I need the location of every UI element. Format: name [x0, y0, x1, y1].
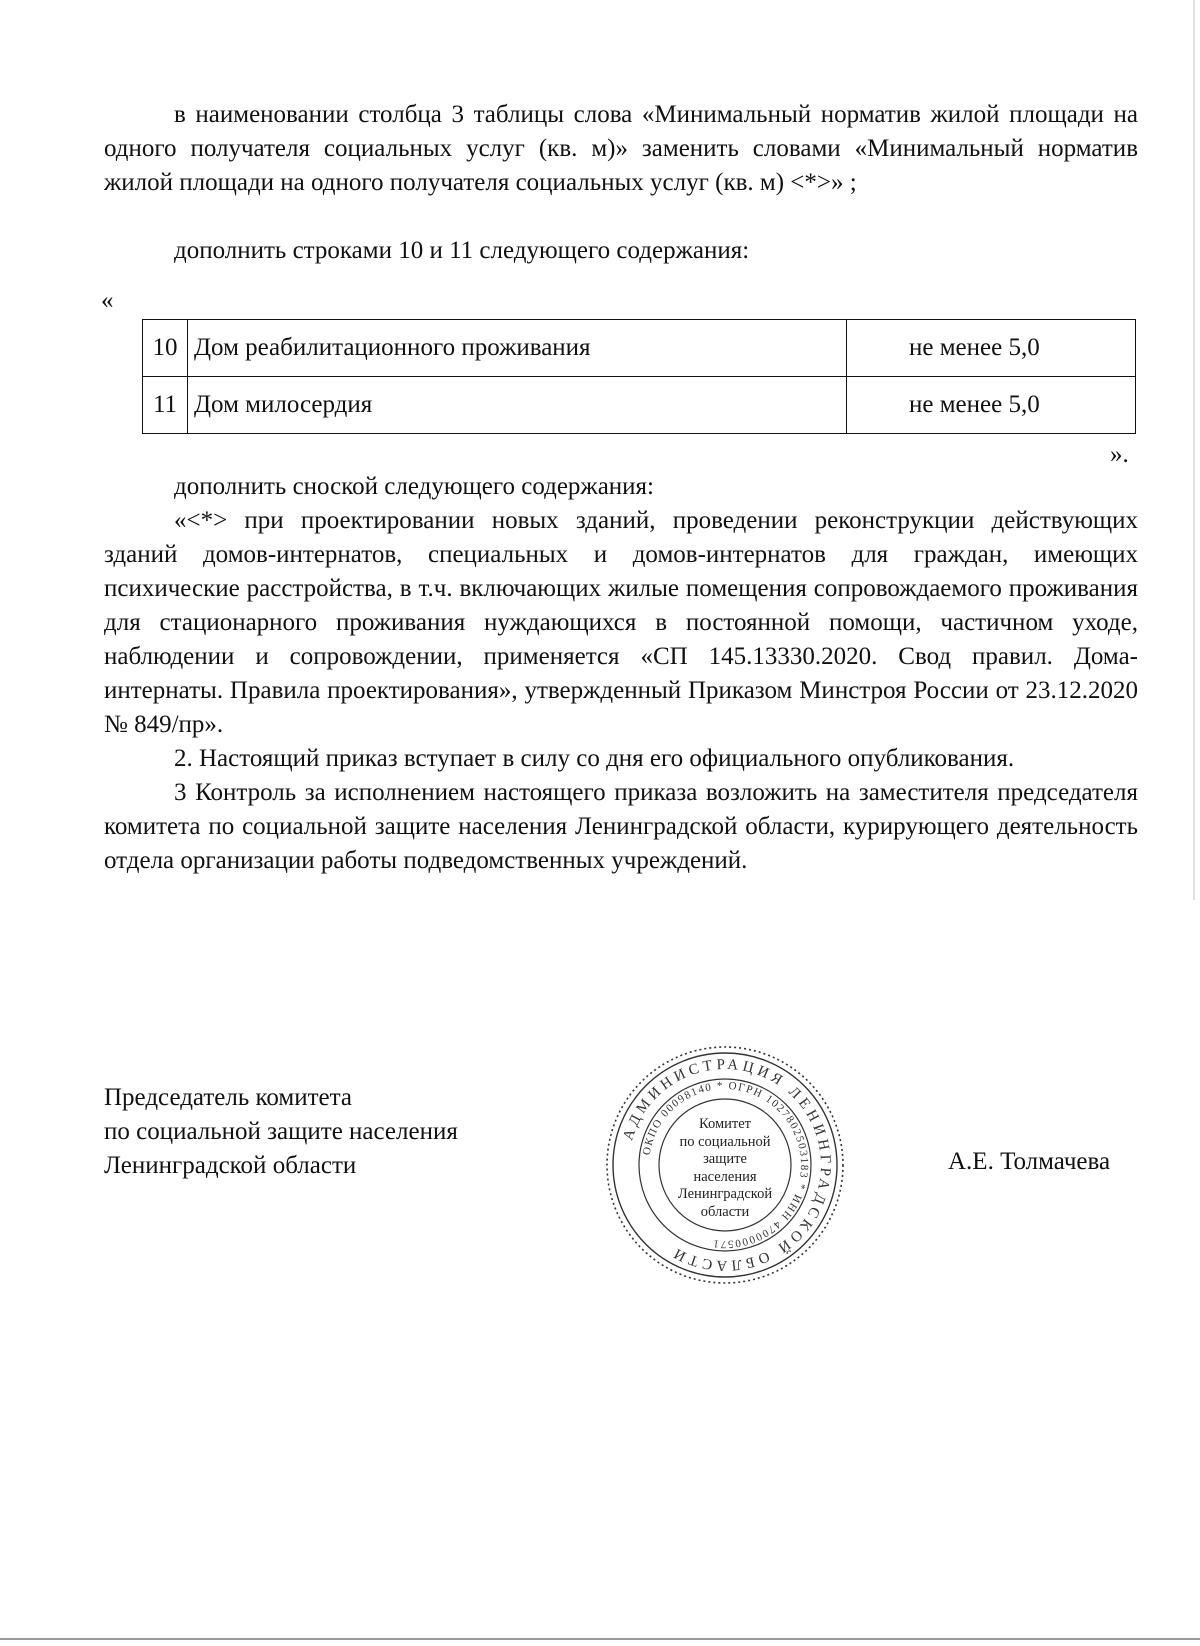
add-rows-intro — [104, 234, 1138, 268]
stamp-line: области — [700, 1203, 750, 1220]
added-rows-table — [142, 319, 1136, 434]
stamp-line: по социальной — [679, 1133, 771, 1150]
row-number: 10 — [143, 320, 188, 377]
stamp-line: населения — [693, 1168, 757, 1185]
signatory-name: А.Е. Толмачева — [948, 1148, 1111, 1175]
row-name: Дом реабилитационного проживания — [188, 320, 847, 377]
row-value: не менее 5,0 — [847, 377, 1136, 434]
scan-edge — [1193, 0, 1195, 900]
paragraph-3: 3 Контроль за исполнением настоящего приказа возложить на заместителя председателя комитета по социальной защите населения Ленинградской области, курирующего деятельность отдела организации работы подведомственных учреждений. — [104, 779, 1138, 874]
paragraph-add-rows: дополнить строками 10 и 11 следующего содержания: — [174, 237, 750, 264]
stamp-line: защите — [703, 1151, 747, 1167]
signatory-position — [104, 1081, 458, 1183]
official-stamp — [600, 1040, 850, 1290]
paragraph-add-footnote: дополнить сноской следующего содержания: — [174, 473, 655, 500]
stamp-line: Ленинградской — [677, 1186, 773, 1202]
scan-bottom-rule — [0, 1638, 1200, 1640]
opening-quote: « — [101, 287, 114, 314]
paragraph-2: 2. Настоящий приказ вступает в силу со дня его официального опубликования. — [174, 745, 1015, 772]
row-number: 11 — [143, 377, 188, 434]
body-text — [104, 470, 1138, 878]
paragraph-footnote: «<*> при проектировании новых зданий, проведении реконструкции действующих зданий домов-интернатов, специальных и домов-интернатов для граждан, имеющих психические расстройства, в т.ч. включающих жилые помещения сопровождаемого проживания для стационарного проживания нуждающихся в постоянной помощи, частичном уходе, наблюдении и сопровождении, применяется «СП 145.13330.2020. Свод правил. Дома-интернаты. Правила проектирования», утвержденный Приказом Минстроя России от 23.12.2020 № 849/пр». — [104, 507, 1138, 738]
row-value: не менее 5,0 — [847, 320, 1136, 377]
position-line: Ленинградской области — [104, 1152, 357, 1179]
stamp-line: Комитет — [699, 1116, 751, 1132]
stamp-center-text — [660, 1116, 790, 1221]
position-line: по социальной защите населения — [104, 1118, 458, 1145]
paragraph-column-3: в наименовании столбца 3 таблицы слова «Минимальный норматив жилой площади на одного получателя социальных услуг (кв. м)» заменить словами «Минимальный норматив жилой площади на одного получателя социальных услуг (кв. м) <*>» ; — [104, 101, 1138, 196]
stamp-ring-text: АДМИНИСТРАЦИЯ ЛЕНИНГРАДСКОЙ ОБЛАСТИ — [620, 1056, 834, 1274]
position-line: Председатель комитета — [104, 1084, 352, 1111]
row-name: Дом милосердия — [188, 377, 847, 434]
closing-quote: ». — [1110, 441, 1129, 468]
stamp-codes-text: ОКПО 00098140 * ОГРН 1027802503183 * ИНН 4700000571 — [640, 1079, 811, 1251]
table-row — [143, 320, 1136, 377]
table-row — [143, 377, 1136, 434]
amendment-text-top — [104, 98, 1138, 200]
